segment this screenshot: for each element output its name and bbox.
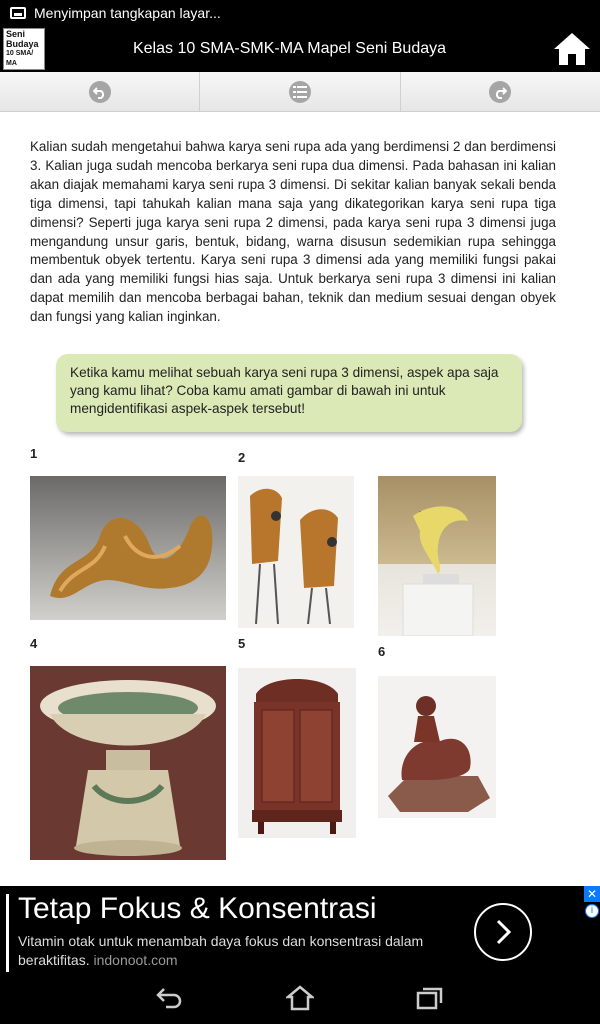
status-bar [0, 0, 600, 26]
logo-line: 10 SMA/ MA [6, 50, 34, 67]
figure-wayang [238, 476, 354, 628]
figure-number: 6 [378, 644, 386, 659]
figure-carved-cabinet [238, 668, 356, 838]
ad-open-button[interactable] [474, 903, 532, 961]
app-logo[interactable] [3, 28, 45, 70]
recent-apps-icon [416, 986, 444, 1010]
logo-line: Budaya [6, 39, 39, 49]
figure-number: 1 [30, 446, 38, 461]
home-icon [286, 985, 314, 1011]
app-title: Kelas 10 SMA-SMK-MA Mapel Seni Budaya [132, 40, 447, 57]
figure-number: 5 [238, 636, 246, 651]
table-of-contents-button[interactable] [200, 72, 400, 111]
ad-domain: indonoot.com [93, 952, 178, 968]
ad-subtitle [18, 932, 458, 970]
back-icon [156, 987, 184, 1009]
intro-paragraph: Kalian sudah mengetahui bahwa karya seni rupa ada yang berdimensi 2 dan berdimensi 3. Kalian juga sudah mencoba berkarya seni rupa dua dimensi. Pada bahasan ini kalian akan diajak memahami karya seni rupa 3 dimensi. Di sekitar kalian banyak sekali benda tiga dimensi, tapi tahukah kalian mana saja yang dikategorikan karya seni rupa tiga dimensi? Seperti juga karya seni rupa 2 dimensi, pada karya seni rupa 3 dimensi juga mengandung unsur garis, bentuk, bidang, warna disusun sedemikian rupa sehingga membentuk obyek tertentu. Karya seni rupa 3 dimensi ada yang memiliki fungsi pakai dan ada yang memiliki fungsi hias saja. Untuk berkarya seni rupa 3 dimensi ini kalian dapat memilih dan mencoba berbagai bahan, teknik dan medium sesuai dengan obyek dan fungsi yang kalian inginkan. [30, 139, 556, 325]
ad-info-icon[interactable]: i [585, 904, 599, 918]
figure-number: 2 [238, 450, 246, 465]
chevron-right-icon [492, 918, 514, 946]
home-button[interactable] [550, 27, 594, 71]
system-nav-bar [0, 972, 600, 1024]
ad-banner[interactable] [0, 886, 600, 972]
home-nav-button[interactable] [280, 978, 320, 1018]
book-page[interactable] [0, 112, 600, 886]
next-page-button[interactable] [401, 72, 600, 111]
logo-line: Seni [6, 29, 26, 39]
back-button[interactable] [150, 978, 190, 1018]
ad-title[interactable]: Tetap Fokus & Konsentrasi [18, 892, 377, 925]
undo-icon [89, 81, 111, 103]
figure-ceramic-bowl [30, 666, 226, 860]
previous-page-button[interactable] [0, 72, 200, 111]
ad-close-button[interactable]: ✕ [584, 886, 600, 902]
figure-number: 4 [30, 636, 38, 651]
ad-accent-bar [6, 894, 9, 972]
status-notification: Menyimpan tangkapan layar... [34, 5, 221, 21]
page-toolbar [0, 72, 600, 112]
figure-carved-figure [378, 676, 496, 818]
question-callout: Ketika kamu melihat sebuah karya seni rupa 3 dimensi, aspek apa saja yang kamu lihat? Coba kamu amati gambar di bawah ini untuk mengidentifikasi aspek-aspek tersebut! [56, 354, 522, 432]
app-bar [0, 26, 600, 72]
ad-subtitle-text: Vitamin otak untuk menambah daya fokus dan konsentrasi dalam beraktifitas. [18, 933, 424, 968]
home-icon [552, 31, 592, 67]
menu-list-icon [289, 81, 311, 103]
recent-apps-button[interactable] [410, 978, 450, 1018]
figure-rattan-sculpture [30, 476, 226, 620]
redo-icon [489, 81, 511, 103]
figure-abstract-sculpture [378, 476, 496, 636]
screenshot-icon [10, 7, 26, 19]
